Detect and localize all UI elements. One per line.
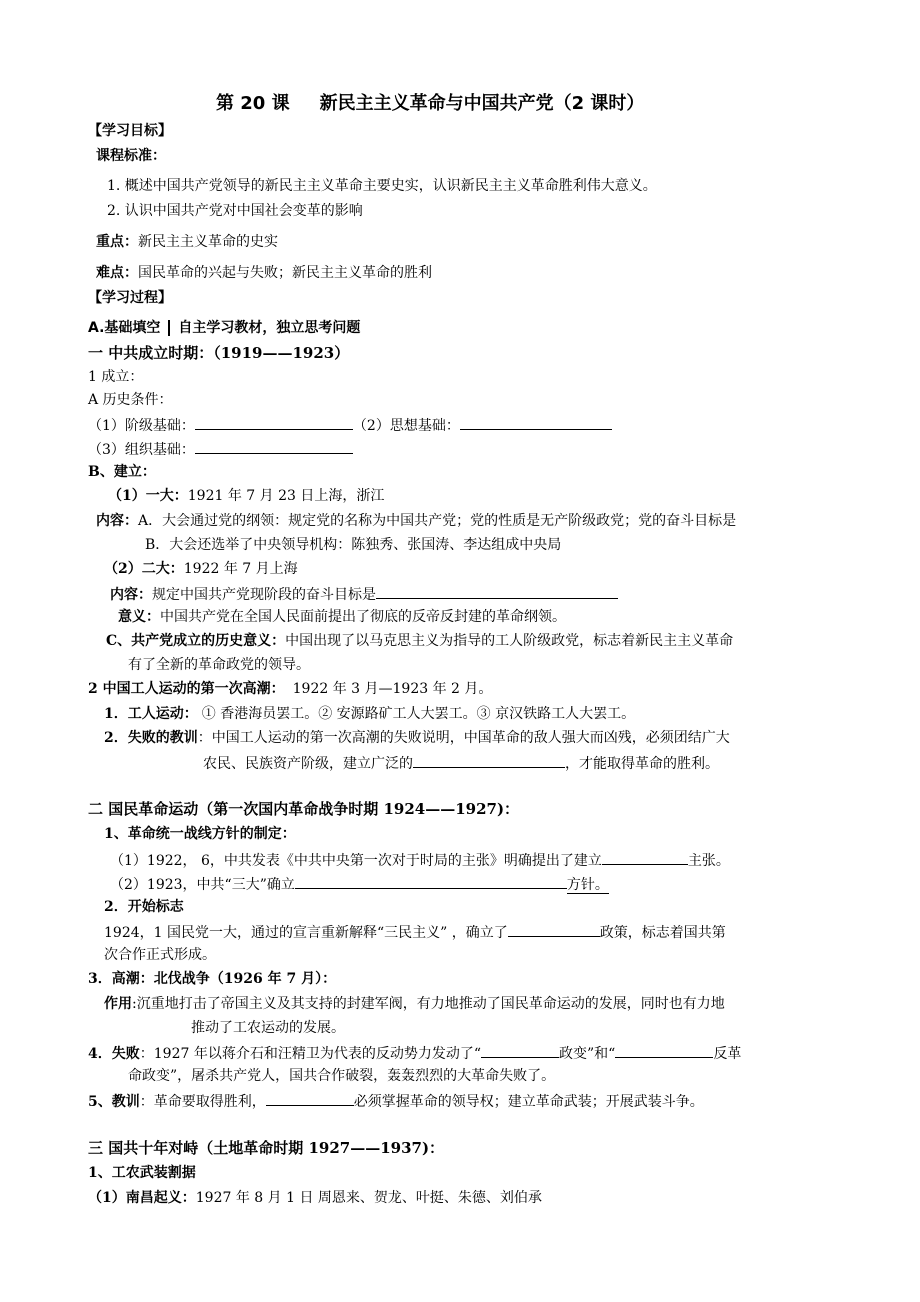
labor-label: 2 中国工人运动的第一次高潮： (88, 681, 285, 697)
nanchang-label: （1）南昌起义： (88, 1190, 196, 1206)
united-front-blank[interactable] (413, 752, 565, 768)
effect-label: 作用 (104, 996, 132, 1012)
lesson-blank[interactable] (266, 1090, 354, 1106)
effect-text-2: 推动了工农运动的发展。 (191, 1020, 345, 1036)
failure-lesson-line-2 (203, 752, 719, 774)
class-basis-label: （1）阶级基础： (88, 418, 195, 434)
key-label: 重点： (96, 234, 138, 250)
second-goal-blank[interactable] (376, 583, 618, 599)
content-a-text: A．大会通过党的纲领：规定党的名称为中国共产党；党的性质是无产阶级政党；党的奋斗目标是 (138, 513, 737, 529)
lesson-topic: 新民主主义革命与中国共产党（2 课时） (319, 93, 645, 114)
meaning (118, 607, 566, 627)
standard-label: 课程标准： (96, 148, 166, 164)
process-heading: 【学习过程】 (88, 290, 172, 306)
first-congress-label: （1）一大： (108, 488, 188, 504)
second-content-label: 内容： (110, 587, 152, 603)
section-3-heading: 三 国共十年对峙（土地革命时期 1927——1937)： (88, 1139, 445, 1157)
conditions-row-2 (88, 438, 353, 460)
org-basis-blank[interactable] (195, 438, 353, 454)
section-2-heading: 二 国民革命运动（第一次国内革命战争时期 1924——1927)： (88, 800, 520, 818)
effect (104, 994, 725, 1014)
thought-basis-blank[interactable] (460, 414, 612, 430)
difficult-text: 国民革命的兴起与失败；新民主主义革命的胜利 (138, 265, 432, 281)
section-a-label: A.基础填空 (88, 320, 161, 336)
start-sign-line-1 (104, 921, 726, 943)
founding-label: 1 成立： (88, 369, 144, 385)
climax-label: 3．高潮：北伐战争（1926 年 7 月）： (88, 971, 337, 987)
coup-1-blank[interactable] (481, 1042, 559, 1058)
significance (106, 631, 733, 651)
first-congress-text: 1921 年 7 月 23 日上海，浙江 (187, 488, 385, 504)
key-point (96, 232, 278, 252)
difficult-point (96, 263, 432, 283)
start-sign-text-2: 次合作正式形成。 (104, 947, 216, 963)
effect-text-1: :沉重地打击了帝国主义及其支持的封建军阀，有力地推动了国民革命运动的发展，同时也有力地 (132, 996, 725, 1012)
difficult-label: 难点： (96, 265, 138, 281)
thought-basis-label: （2）思想基础： (352, 418, 460, 434)
establish-label: B、建立： (88, 464, 156, 480)
policy-blank[interactable] (508, 921, 600, 937)
policy-1922-text: （1）1922， 6，中共发表《中共中央第一次对于时局的主张》明确提出了建立 (110, 853, 602, 869)
failure-lesson-text-1: ：中国工人运动的第一次高潮的失败说明，中国革命的敌人强大而凶残，必须团结广大 (197, 730, 730, 746)
failure-text-1a: ：1927 年以蒋介石和汪精卫为代表的反动势力发动了“ (139, 1046, 481, 1062)
failure-text-1b: 政变”和“ (559, 1046, 616, 1062)
labor-movement (88, 679, 492, 699)
armed-separatism-label: 1、工农武装割据 (88, 1165, 196, 1181)
section-1-heading: 一 中共成立时期：（1919——1923） (88, 344, 350, 362)
lesson-text-a: ：革命要取得胜利， (139, 1094, 266, 1110)
lesson-text-b: 必须掌握革命的领导权；建立革命武装；开展武装斗争。 (353, 1094, 704, 1110)
org-basis-label: （3）组织基础： (88, 442, 195, 458)
meaning-label: 意义： (118, 609, 160, 625)
policy-1922-blank[interactable] (602, 849, 688, 865)
failure-lesson-text-2b: ，才能取得革命的胜利。 (565, 756, 719, 772)
failure-text-2: 命政变”，屠杀共产党人，国共合作破裂，轰轰烈烈的大革命失败了。 (128, 1068, 556, 1084)
policy-1922-tail: 主张。 (687, 853, 730, 869)
lesson (88, 1090, 704, 1112)
content-label: 内容： (96, 513, 138, 529)
class-basis-blank[interactable] (195, 414, 353, 430)
failure-lesson-label: 2．失败的教训 (104, 730, 198, 746)
failure-text-1c: 反革 (713, 1046, 742, 1062)
start-sign-text-1a: 1924，1 国民党一大，通过的宣言重新解释“三民主义” ，确立了 (104, 925, 508, 941)
failure-label: 4．失败 (88, 1046, 140, 1062)
second-congress-text: 1922 年 7 月上海 (183, 561, 298, 577)
standard-item-2: 2. 认识中国共产党对中国社会变革的影响 (107, 203, 363, 219)
second-content-text: 规定中国共产党现阶段的奋斗目标是 (152, 587, 376, 603)
significance-text-1: 中国出现了以马克思主义为指导的工人阶级政党，标志着新民主主义革命 (285, 633, 734, 649)
second-congress-label: （2）二大： (104, 561, 184, 577)
divider (168, 320, 170, 336)
conditions-row-1 (88, 414, 612, 436)
workers-movement-label: 1．工人运动： (104, 706, 198, 722)
policy-heading: 1、革命统一战线方针的制定： (104, 826, 296, 842)
policy-1923-tail: 方针。 (566, 877, 609, 893)
start-sign-label: 2．开始标志 (104, 899, 184, 915)
failure-lesson (104, 728, 730, 748)
labor-text: 1922 年 3 月—1923 年 2 月。 (292, 681, 493, 697)
policy-1923 (110, 873, 609, 895)
nanchang-uprising (88, 1188, 542, 1208)
lesson-label: 5、教训 (88, 1094, 140, 1110)
failure (88, 1042, 741, 1064)
section-a-heading (88, 318, 360, 338)
policy-1922 (110, 849, 730, 871)
significance-text-2: 有了全新的革命政党的领导。 (128, 657, 310, 673)
conditions-label: A 历史条件： (88, 392, 173, 408)
standard-item-1: 1. 概述中国共产党领导的新民主主义革命主要史实，认识新民主主义革命胜利伟大意义。 (107, 178, 657, 194)
start-sign-text-1b: 政策，标志着国共第 (599, 925, 726, 941)
goals-heading: 【学习目标】 (88, 123, 172, 139)
key-text: 新民主主义革命的史实 (138, 234, 278, 250)
lesson-number: 第 20 课 (216, 93, 290, 114)
significance-label: C、共产党成立的历史意义： (106, 633, 286, 649)
section-a-note: 自主学习教材，独立思考问题 (178, 320, 361, 336)
policy-1923-text: （2）1923，中共“三大”确立 (110, 877, 295, 893)
workers-movement (104, 704, 635, 724)
policy-1923-blank[interactable] (295, 873, 567, 889)
second-content (110, 583, 618, 605)
coup-2-blank[interactable] (615, 1042, 713, 1058)
second-congress (104, 559, 298, 579)
page-title (216, 94, 644, 114)
nanchang-text: 1927 年 8 月 1 日 周恩来、贺龙、叶挺、朱德、刘伯承 (195, 1190, 542, 1206)
first-content-b: B．大会还选举了中央领导机构：陈独秀、张国涛、李达组成中央局 (145, 537, 562, 553)
workers-movement-text: ① 香港海员罢工。② 安源路矿工人大罢工。③ 京汉铁路工人大罢工。 (201, 706, 636, 722)
failure-lesson-text-2a: 农民、民族资产阶级，建立广泛的 (203, 756, 413, 772)
first-congress (108, 486, 384, 506)
meaning-text: 中国共产党在全国人民面前提出了彻底的反帝反封建的革命纲领。 (160, 609, 566, 625)
first-content-a (96, 511, 736, 531)
